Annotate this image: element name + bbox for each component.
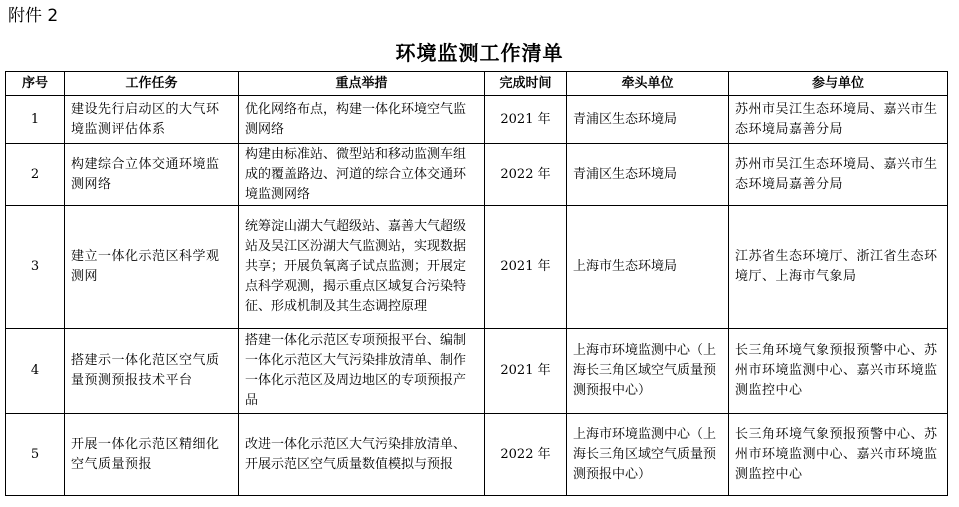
cell-seq: 4 <box>6 329 65 414</box>
page-title: 环境监测工作清单 <box>395 41 564 65</box>
cell-measures: 改进一体化示范区大气污染排放清单、开展示范区空气质量数值模拟与预报 <box>239 414 485 496</box>
cell-lead: 青浦区生态环境局 <box>567 144 729 206</box>
table-row <box>6 144 948 206</box>
cell-deadline: 2022 年 <box>485 414 567 496</box>
cell-lead: 上海市环境监测中心（上海长三角区域空气质量预测预报中心） <box>567 414 729 496</box>
cell-lead: 上海市环境监测中心（上海长三角区域空气质量预测预报中心） <box>567 329 729 414</box>
cell-participants: 长三角环境气象预报预警中心、苏州市环境监测中心、嘉兴市环境监测监控中心 <box>729 414 948 496</box>
cell-seq: 3 <box>6 206 65 329</box>
cell-task: 建设先行启动区的大气环境监测评估体系 <box>65 96 239 144</box>
table-header-row <box>6 72 948 96</box>
cell-deadline: 2021 年 <box>485 96 567 144</box>
cell-participants: 江苏省生态环境厅、浙江省生态环境厅、上海市气象局 <box>729 206 948 329</box>
cell-seq: 1 <box>6 96 65 144</box>
cell-measures: 搭建一体化示范区专项预报平台、编制一体化示范区大气污染排放清单、制作一体化示范区及周边地区的专项预报产品 <box>239 329 485 414</box>
cell-task: 搭建示一体化范区空气质量预测预报技术平台 <box>65 329 239 414</box>
cell-measures: 构建由标准站、微型站和移动监测车组成的覆盖路边、河道的综合立体交通环境监测网络 <box>239 144 485 206</box>
cell-deadline: 2022 年 <box>485 144 567 206</box>
header-lead: 牵头单位 <box>567 72 729 96</box>
cell-task: 构建综合立体交通环境监测网络 <box>65 144 239 206</box>
cell-seq: 2 <box>6 144 65 206</box>
cell-lead: 青浦区生态环境局 <box>567 96 729 144</box>
cell-lead: 上海市生态环境局 <box>567 206 729 329</box>
table-row <box>6 414 948 496</box>
cell-task: 开展一体化示范区精细化空气质量预报 <box>65 414 239 496</box>
header-deadline: 完成时间 <box>485 72 567 96</box>
table-row <box>6 329 948 414</box>
attachment-label: 附件 2 <box>8 6 59 26</box>
work-plan-table <box>5 71 948 496</box>
header-seq: 序号 <box>6 72 65 96</box>
header-task: 工作任务 <box>65 72 239 96</box>
cell-measures: 统筹淀山湖大气超级站、嘉善大气超级站及吴江区汾湖大气监测站，实现数据共享；开展负氧离子试点监测；开展定点科学观测，揭示重点区域复合污染特征、形成机制及其生态调控原理 <box>239 206 485 329</box>
cell-task: 建立一体化示范区科学观测网 <box>65 206 239 329</box>
cell-participants: 苏州市吴江生态环境局、嘉兴市生态环境局嘉善分局 <box>729 96 948 144</box>
cell-deadline: 2021 年 <box>485 329 567 414</box>
header-measures: 重点举措 <box>239 72 485 96</box>
cell-seq: 5 <box>6 414 65 496</box>
table-row <box>6 206 948 329</box>
cell-participants: 苏州市吴江生态环境局、嘉兴市生态环境局嘉善分局 <box>729 144 948 206</box>
table-row <box>6 96 948 144</box>
cell-participants: 长三角环境气象预报预警中心、苏州市环境监测中心、嘉兴市环境监测监控中心 <box>729 329 948 414</box>
cell-deadline: 2021 年 <box>485 206 567 329</box>
cell-measures: 优化网络布点，构建一体化环境空气监测网络 <box>239 96 485 144</box>
header-participants: 参与单位 <box>729 72 948 96</box>
